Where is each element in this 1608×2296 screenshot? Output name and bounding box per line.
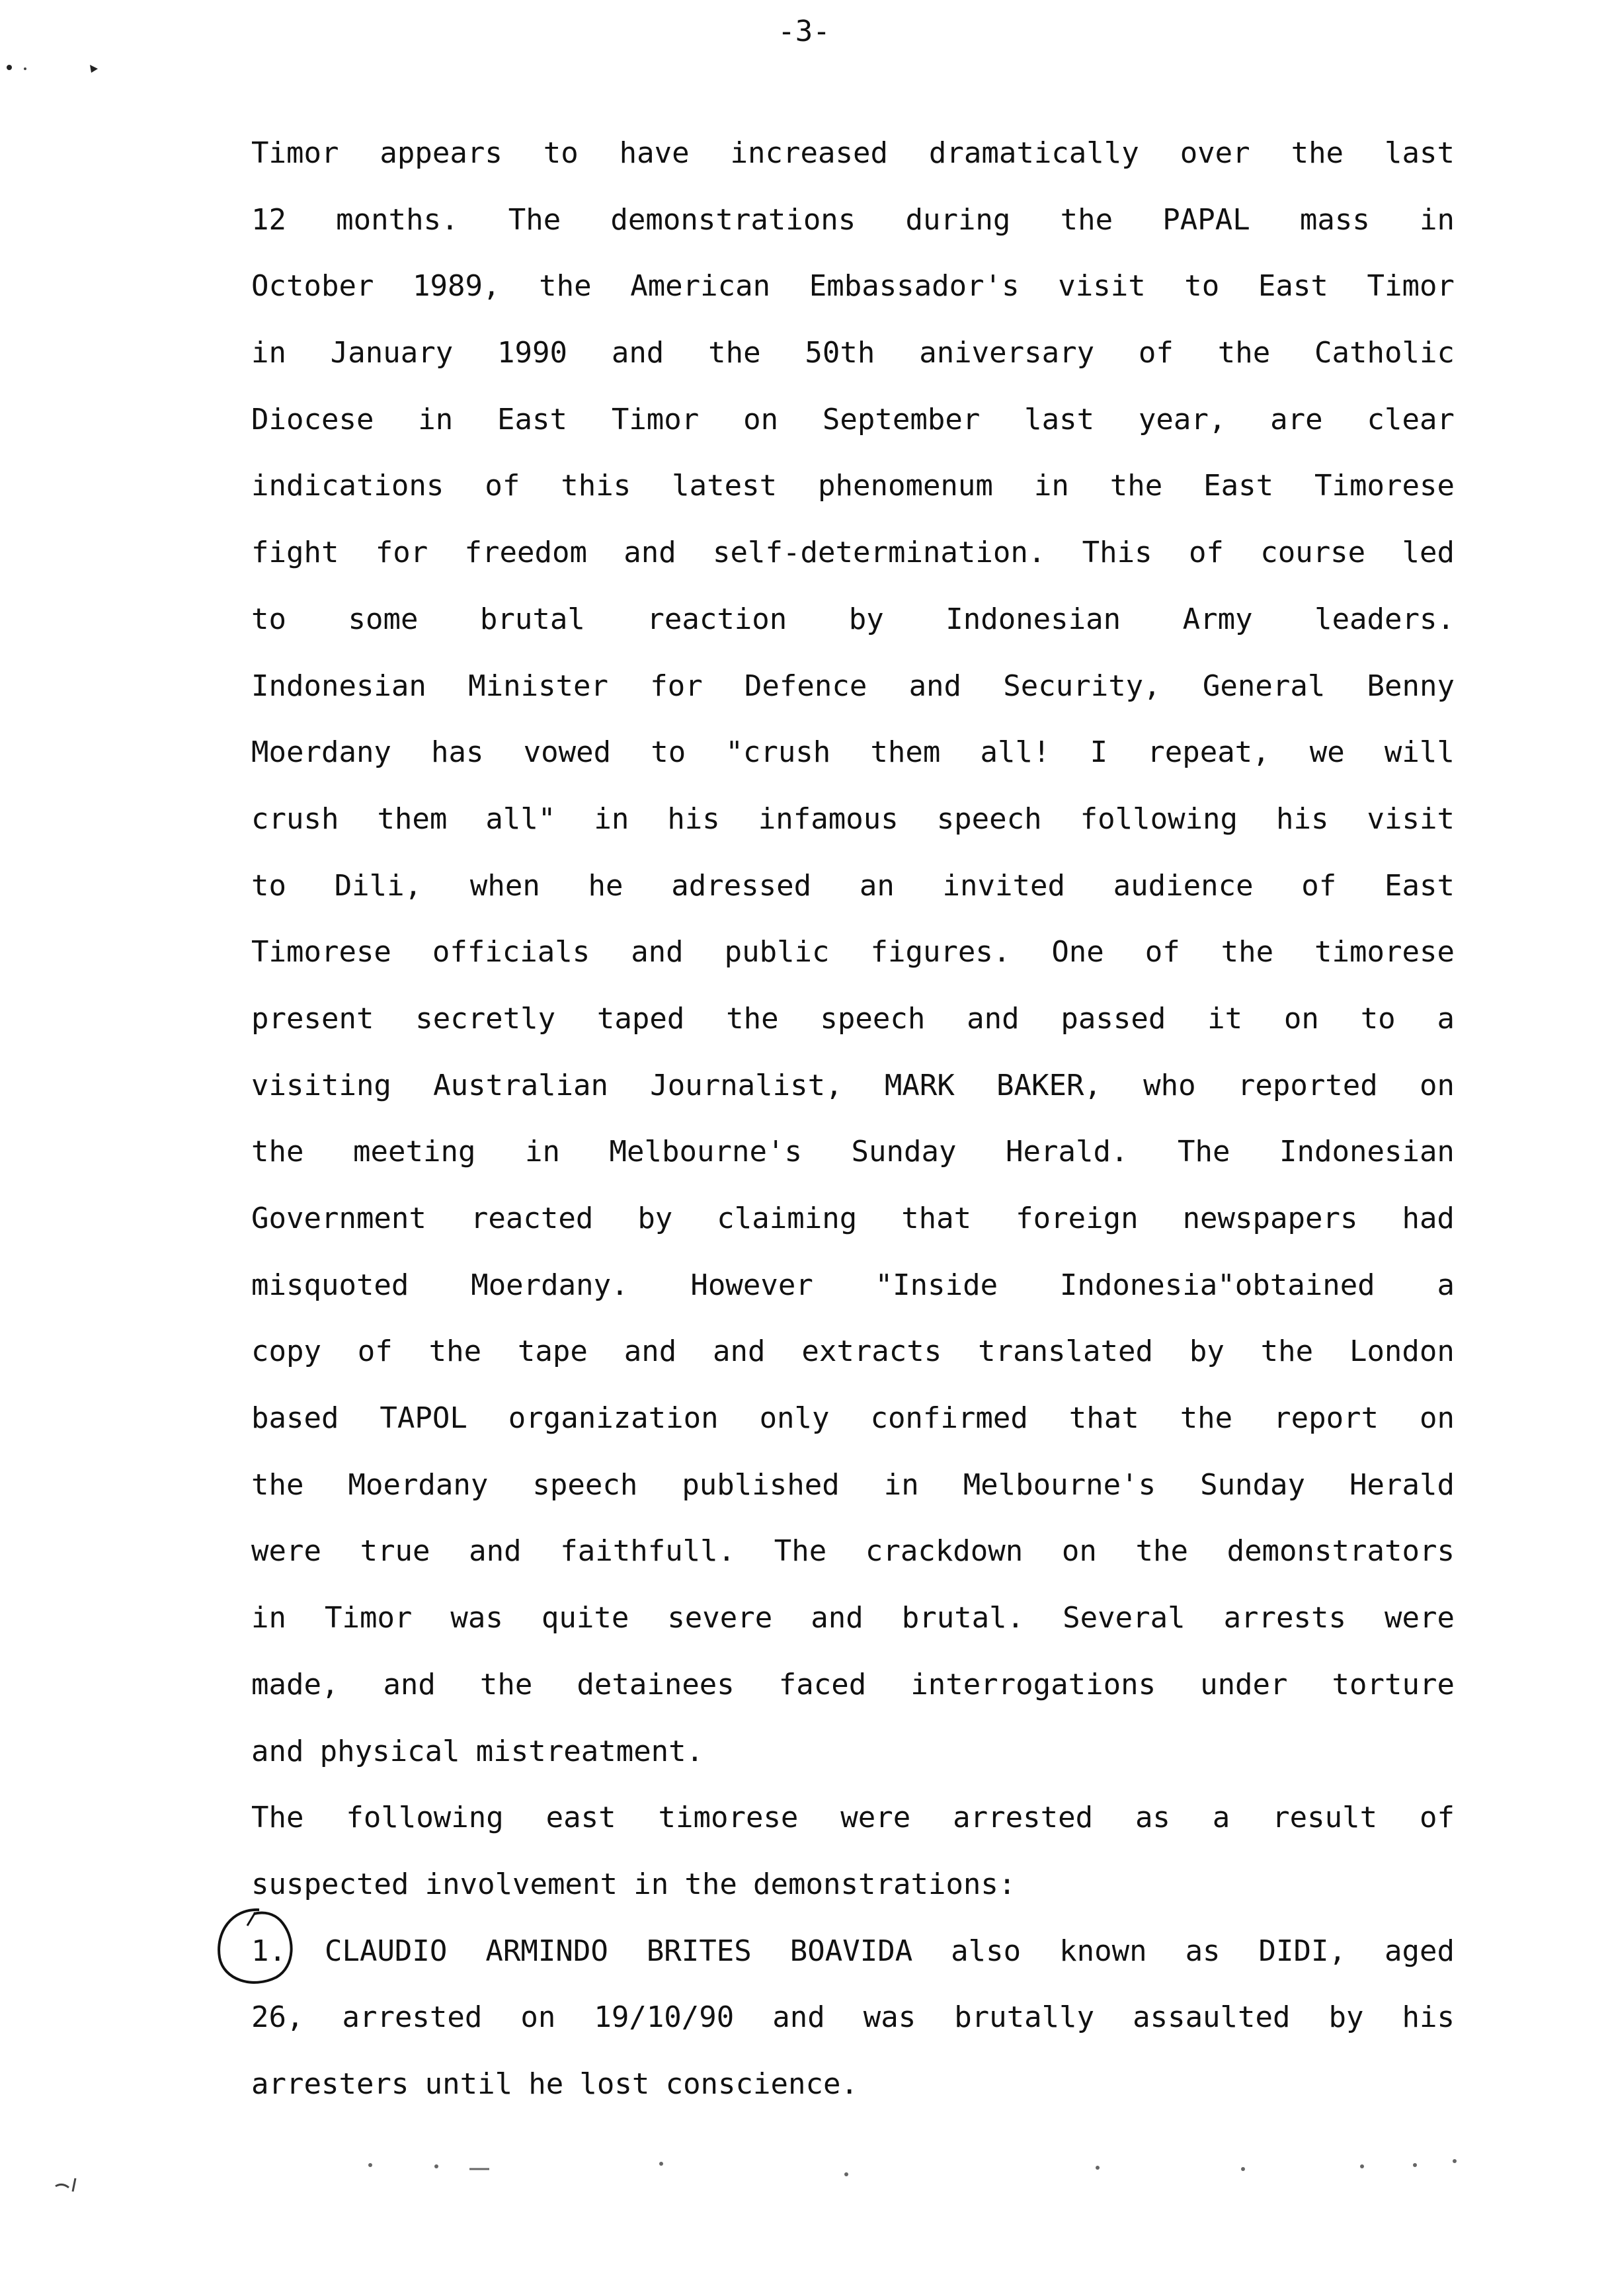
word: the — [726, 1001, 779, 1036]
word: speech — [936, 801, 1042, 836]
word: The — [774, 1534, 827, 1569]
word: The — [251, 1801, 304, 1835]
word: clear — [1367, 402, 1455, 436]
word: October — [251, 269, 374, 304]
word: Indonesian — [251, 669, 426, 703]
word: Embassador's — [809, 269, 1020, 304]
word: arresters — [251, 2067, 409, 2101]
word: Timor — [324, 1601, 413, 1635]
document-body — [251, 132, 1455, 2130]
word: secretly — [415, 1001, 556, 1036]
word: demonstrators — [1226, 1534, 1455, 1569]
word: CLAUDIO — [324, 1934, 448, 1968]
word: passed — [1061, 1001, 1166, 1036]
word: an — [859, 868, 895, 903]
word: of — [357, 1334, 393, 1369]
word: and — [383, 1667, 436, 1702]
word: Journalist, — [650, 1068, 843, 1102]
text-line — [251, 798, 1455, 865]
word: this — [561, 469, 631, 503]
word: published — [682, 1467, 840, 1502]
word: in — [418, 402, 454, 436]
word: to — [1184, 269, 1220, 304]
word: will — [1384, 735, 1455, 770]
word: mistreatment. — [475, 1734, 704, 1768]
word: them — [870, 735, 941, 770]
text-line — [251, 1131, 1455, 1198]
word: officials — [432, 935, 590, 969]
word: Moerdany. — [471, 1268, 629, 1302]
word: his — [1402, 2000, 1455, 2035]
word: infamous — [758, 801, 899, 836]
word: demonstrations: — [753, 1867, 1016, 1901]
word: vowed — [523, 735, 612, 770]
word: also — [951, 1934, 1022, 1968]
word: and — [908, 669, 962, 703]
word: speech — [532, 1467, 638, 1502]
text-line — [251, 2063, 1455, 2130]
word: by — [1189, 1334, 1225, 1369]
word: Security, — [1003, 669, 1161, 703]
word: and — [623, 536, 676, 570]
word: were — [251, 1534, 321, 1569]
word: freedom — [464, 536, 587, 570]
word: conscience. — [665, 2067, 858, 2101]
word: in — [633, 1867, 669, 1901]
word: in — [1420, 202, 1455, 237]
word: and — [469, 1534, 522, 1569]
word: in — [251, 336, 286, 370]
word: until — [424, 2067, 513, 2101]
word: only — [759, 1401, 830, 1436]
word: phenomenum — [818, 469, 993, 503]
word: of — [485, 469, 520, 503]
word: Melbourne's — [609, 1135, 802, 1169]
word: 19/10/90 — [594, 2000, 735, 2035]
word: to — [651, 735, 686, 770]
word: Indonesian — [945, 602, 1121, 636]
word: over — [1180, 136, 1250, 170]
word: reported — [1237, 1068, 1378, 1102]
page-number: -3- — [778, 15, 830, 48]
word: of — [1138, 336, 1174, 370]
word: report — [1273, 1401, 1379, 1436]
word: Australian — [433, 1068, 609, 1102]
word: the — [1217, 336, 1271, 370]
word: and — [631, 935, 684, 969]
text-line — [251, 199, 1455, 266]
word: Herald — [1349, 1467, 1455, 1502]
text-line — [251, 1264, 1455, 1331]
word: following — [1080, 801, 1238, 836]
word: 1. — [251, 1934, 286, 1968]
word: following — [346, 1801, 504, 1835]
word: visiting — [251, 1068, 391, 1102]
word: adressed — [671, 868, 812, 903]
word: of — [1420, 1801, 1455, 1835]
word: Army — [1182, 602, 1253, 636]
word: and — [623, 1334, 677, 1369]
word: DIDI, — [1258, 1934, 1346, 1968]
word: arrested — [342, 2000, 483, 2035]
word: East — [1203, 469, 1274, 503]
word: in — [1033, 469, 1069, 503]
word: the — [684, 1867, 737, 1901]
word: all" — [485, 801, 556, 836]
word: to — [251, 868, 286, 903]
word: public — [724, 935, 830, 969]
word: last — [1384, 136, 1455, 170]
word: and — [772, 2000, 825, 2035]
word: appears — [380, 136, 502, 170]
word: and — [251, 1734, 304, 1768]
word: Sunday — [851, 1135, 957, 1169]
word: in — [525, 1135, 560, 1169]
word: East — [1258, 269, 1328, 304]
word: BRITES — [646, 1934, 752, 1968]
word: east — [545, 1801, 616, 1835]
text-line — [251, 1797, 1455, 1864]
word: suspected — [251, 1867, 409, 1901]
word: are — [1270, 402, 1323, 436]
word: The — [1177, 1135, 1230, 1169]
word: However — [690, 1268, 813, 1302]
word: 50th — [805, 336, 875, 370]
word: of — [1145, 935, 1180, 969]
word: Sunday — [1200, 1467, 1306, 1502]
word: Timorese — [1314, 469, 1455, 503]
word: by — [637, 1202, 673, 1235]
text-line — [251, 1597, 1455, 1664]
word: Minister — [468, 669, 609, 703]
word: extracts — [801, 1334, 942, 1369]
word: visit — [1367, 801, 1455, 836]
word: January — [330, 336, 454, 370]
word: and — [713, 1334, 766, 1369]
word: crush — [251, 801, 339, 836]
word: Herald. — [1006, 1135, 1129, 1169]
word: aniversary — [919, 336, 1095, 370]
word: the — [251, 1467, 304, 1502]
text-line — [251, 465, 1455, 532]
text-line — [251, 598, 1455, 665]
word: Timor — [611, 402, 700, 436]
word: as — [1135, 1801, 1170, 1835]
text-line — [251, 1530, 1455, 1597]
word: to — [543, 136, 579, 170]
word: made, — [251, 1667, 339, 1702]
word: the — [1291, 136, 1344, 170]
word: Defence — [744, 669, 867, 703]
word: meeting — [353, 1135, 476, 1169]
word: Timorese — [251, 935, 391, 969]
word: during — [905, 202, 1011, 237]
word: known — [1059, 1934, 1147, 1968]
word: mass — [1299, 202, 1370, 237]
word: was — [863, 2000, 916, 2035]
word: the — [1221, 935, 1274, 969]
word: East — [497, 402, 568, 436]
word: has — [431, 735, 484, 770]
word: months. — [336, 202, 459, 237]
word: timorese — [1314, 935, 1455, 969]
word: the — [251, 1135, 304, 1169]
text-line — [251, 265, 1455, 332]
word: for — [650, 669, 703, 703]
word: 12 — [251, 202, 286, 237]
word: involvement — [424, 1867, 618, 1901]
word: the — [479, 1667, 533, 1702]
word: and — [967, 1001, 1020, 1036]
word: by — [848, 602, 884, 636]
word: on — [1419, 1068, 1455, 1102]
word: arrested — [953, 1801, 1094, 1835]
word: arrests — [1223, 1601, 1346, 1635]
word: London — [1349, 1334, 1455, 1369]
word: dramatically — [928, 136, 1139, 170]
word: his — [1276, 801, 1329, 836]
word: all! — [980, 735, 1051, 770]
word: he — [588, 868, 623, 903]
text-line — [251, 1397, 1455, 1464]
word: claiming — [717, 1202, 858, 1235]
word: the — [539, 269, 592, 304]
word: misquoted — [251, 1268, 409, 1302]
text-line — [251, 1464, 1455, 1531]
word: confirmed — [870, 1401, 1028, 1436]
word: reacted — [470, 1202, 594, 1235]
word: last — [1024, 402, 1095, 436]
word: brutal — [479, 602, 585, 636]
scan-noise-dots — [238, 2149, 1481, 2189]
word: Government — [251, 1202, 426, 1235]
word: lost — [579, 2067, 650, 2101]
word: a — [1437, 1001, 1455, 1036]
word: figures. — [870, 935, 1011, 969]
word: in — [594, 801, 629, 836]
word: invited — [942, 868, 1065, 903]
word: by — [1328, 2000, 1364, 2035]
word: brutal. — [901, 1601, 1025, 1635]
word: to — [251, 602, 286, 636]
word: present — [251, 1001, 374, 1036]
text-line — [251, 998, 1455, 1065]
word: September — [822, 402, 981, 436]
word: ARMINDO — [485, 1934, 608, 1968]
word: Melbourne's — [963, 1467, 1156, 1502]
word: Indonesia"obtained — [1059, 1268, 1375, 1302]
word: translated — [978, 1334, 1153, 1369]
word: some — [348, 602, 419, 636]
word: a — [1437, 1268, 1455, 1302]
word: and — [611, 336, 664, 370]
word: Moerdany — [251, 735, 391, 770]
word: PAPAL — [1162, 202, 1250, 237]
word: was — [450, 1601, 503, 1635]
word: that — [1068, 1401, 1139, 1436]
word: have — [619, 136, 690, 170]
word: and — [811, 1601, 864, 1635]
word: leaders. — [1314, 602, 1455, 636]
word: TAPOL — [380, 1401, 467, 1436]
word: MARK — [884, 1068, 955, 1102]
word: quite — [541, 1601, 629, 1635]
word: under — [1200, 1667, 1288, 1702]
word: fight — [251, 536, 339, 570]
word: brutally — [954, 2000, 1095, 2035]
word: Timor — [251, 136, 339, 170]
text-line — [251, 865, 1455, 932]
text-line — [251, 1864, 1455, 1930]
word: 26, — [251, 2000, 304, 2035]
word: The — [508, 202, 561, 237]
word: taped — [596, 1001, 685, 1036]
word: Diocese — [251, 402, 374, 436]
word: physical — [319, 1734, 460, 1768]
word: One — [1051, 935, 1104, 969]
word: reaction — [647, 602, 787, 636]
word: General — [1202, 669, 1326, 703]
word: based — [251, 1401, 339, 1436]
word: in — [251, 1601, 286, 1635]
word: for — [375, 536, 428, 570]
word: on — [743, 402, 779, 436]
word: BAKER, — [996, 1068, 1102, 1102]
word: Indonesian — [1279, 1135, 1455, 1169]
word: severe — [667, 1601, 773, 1635]
word: to — [1360, 1001, 1396, 1036]
word: self-determination. — [713, 536, 1046, 570]
text-line — [251, 332, 1455, 399]
word: This — [1082, 536, 1152, 570]
word: Several — [1063, 1601, 1186, 1635]
scan-mark-icon — [5, 60, 104, 79]
word: indications — [251, 469, 444, 503]
word: had — [1402, 1202, 1455, 1235]
text-line — [251, 1930, 1455, 1997]
word: when — [469, 868, 540, 903]
word: a — [1212, 1801, 1230, 1835]
word: speech — [820, 1001, 926, 1036]
word: were — [1384, 1601, 1455, 1635]
word: on — [1061, 1534, 1097, 1569]
text-line — [251, 132, 1455, 199]
word: it — [1207, 1001, 1243, 1036]
word: audience — [1113, 868, 1254, 903]
word: repeat, — [1147, 735, 1270, 770]
word: Timor — [1367, 269, 1455, 304]
word: visit — [1058, 269, 1146, 304]
word: demonstrations — [610, 202, 856, 237]
word: torture — [1332, 1667, 1455, 1702]
word: crackdown — [865, 1534, 1024, 1569]
word: the — [708, 336, 761, 370]
word: on — [1283, 1001, 1319, 1036]
word: result — [1272, 1801, 1378, 1835]
word: Catholic — [1314, 336, 1455, 370]
word: who — [1143, 1068, 1196, 1102]
word: increased — [730, 136, 888, 170]
text-line — [251, 399, 1455, 466]
word: faced — [778, 1667, 867, 1702]
word: 1989, — [413, 269, 501, 304]
word: he — [528, 2067, 564, 2101]
word: assaulted — [1133, 2000, 1291, 2035]
text-line — [251, 931, 1455, 998]
word: in — [883, 1467, 919, 1502]
word: were — [840, 1801, 911, 1835]
word: organization — [508, 1401, 719, 1436]
word: the — [428, 1334, 482, 1369]
text-line — [251, 665, 1455, 732]
word: newspapers — [1182, 1202, 1358, 1235]
word: the — [1135, 1534, 1188, 1569]
word: 1990 — [497, 336, 568, 370]
word: Benny — [1367, 669, 1455, 703]
word: faithfull. — [560, 1534, 736, 1569]
text-line — [251, 1331, 1455, 1397]
text-line — [251, 1198, 1455, 1264]
word: true — [360, 1534, 430, 1569]
word: of — [1301, 868, 1337, 903]
word: led — [1402, 536, 1455, 570]
word: of — [1188, 536, 1224, 570]
text-line — [251, 1664, 1455, 1731]
scan-mark-icon — [53, 2169, 86, 2195]
word: Dili, — [334, 868, 422, 903]
word: detainees — [577, 1667, 735, 1702]
word: on — [520, 2000, 556, 2035]
word: the — [1180, 1401, 1233, 1436]
word: course — [1260, 536, 1366, 570]
word: them — [377, 801, 448, 836]
word: the — [1109, 469, 1163, 503]
word: BOAVIDA — [789, 1934, 913, 1968]
word: American — [630, 269, 771, 304]
word: Moerdany — [348, 1467, 489, 1502]
word: latest — [672, 469, 778, 503]
word: we — [1309, 735, 1345, 770]
word: aged — [1384, 1934, 1455, 1968]
word: as — [1185, 1934, 1221, 1968]
word: foreign — [1016, 1202, 1139, 1235]
word: I — [1090, 735, 1108, 770]
text-line — [251, 731, 1455, 798]
word: tape — [517, 1334, 588, 1369]
word: "crush — [725, 735, 831, 770]
word: the — [1060, 202, 1113, 237]
word: year, — [1138, 402, 1226, 436]
word: his — [667, 801, 720, 836]
text-line — [251, 1065, 1455, 1131]
word: East — [1384, 868, 1455, 903]
text-line — [251, 532, 1455, 598]
text-line — [251, 1996, 1455, 2063]
word: "Inside — [875, 1268, 998, 1302]
word: timorese — [658, 1801, 799, 1835]
word: interrogations — [910, 1667, 1156, 1702]
word: the — [1260, 1334, 1314, 1369]
word: that — [901, 1202, 972, 1235]
word: copy — [251, 1334, 321, 1369]
word: on — [1419, 1401, 1455, 1436]
text-line — [251, 1731, 1455, 1797]
